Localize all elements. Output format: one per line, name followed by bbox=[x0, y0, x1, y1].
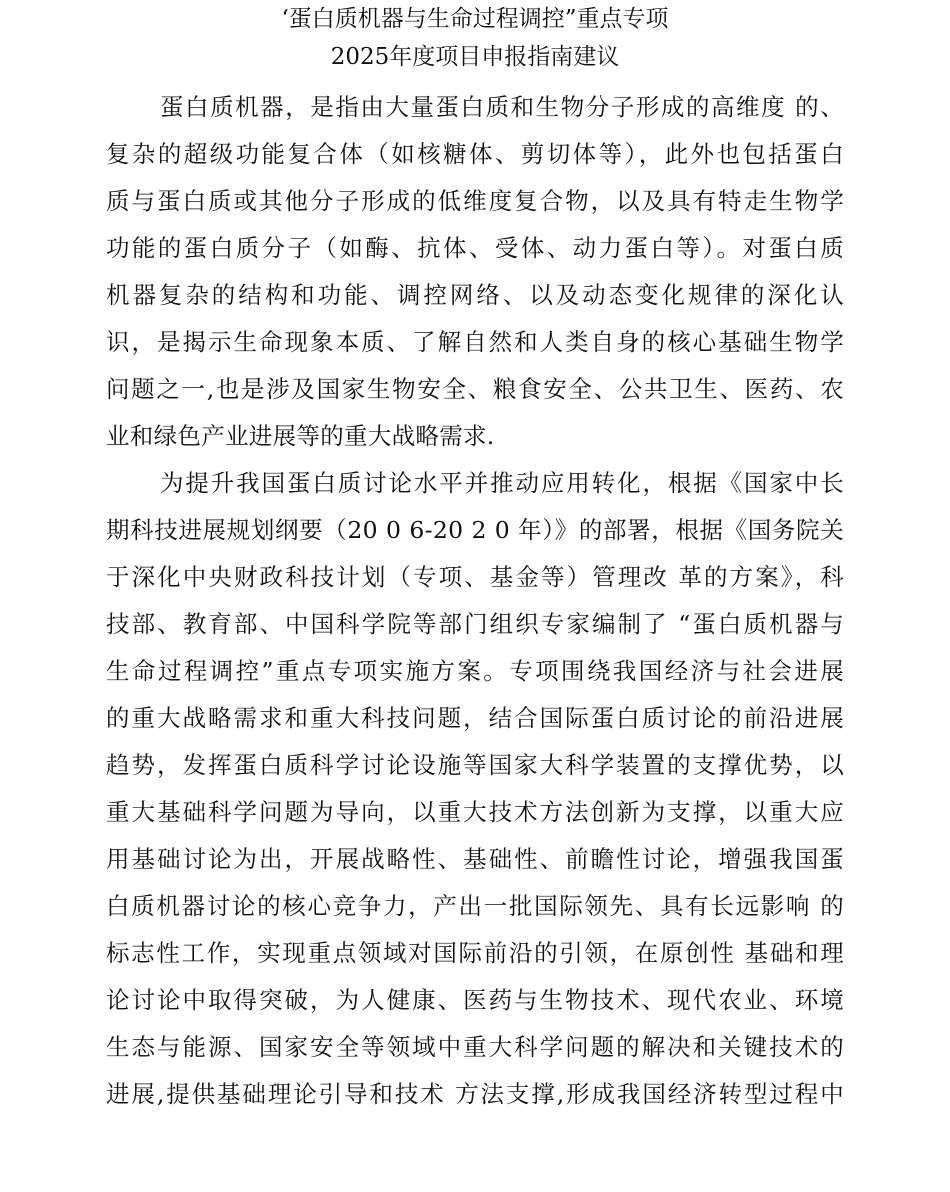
document-title: ‘蛋白质机器与生命过程调控”重点专项 bbox=[281, 6, 669, 32]
text-line: 复杂的超级功能复合体（如核糖体、剪切体等），此外也包括蛋白 bbox=[106, 140, 844, 168]
document-page bbox=[106, 0, 844, 1118]
paragraph-2 bbox=[106, 460, 844, 1118]
text-line: 机器复杂的结构和功能、调控网络、以及动态变化规律的深化认 bbox=[106, 281, 844, 309]
text-line: 期科技进展规划纲要（20 0 6-20 2 0 年）》的部署，根据《国务院关 bbox=[106, 516, 844, 544]
text-line: 蛋白质机器，是指由大量蛋白质和生物分子形成的高维度 的、 bbox=[160, 93, 844, 121]
text-line: 白质机器讨论的核心竞争力，产出一批国际领先、具有长远影响 的 bbox=[106, 892, 844, 920]
text-line: 生态与能源、国家安全等领域中重大科学问题的解决和关键技术的 bbox=[106, 1033, 844, 1061]
text-line: 于深化中央财政科技计划（专项、基金等）管理改 革的方案》，科 bbox=[106, 563, 844, 591]
text-line: 问题之一,也是涉及国家生物安全、粮食安全、公共卫生、医药、农 bbox=[106, 375, 844, 403]
text-line: 重大基础科学问题为导向，以重大技术方法创新为支撑，以重大应 bbox=[106, 798, 844, 826]
text-line: 标志性工作，实现重点领域对国际前沿的引领，在原创性 基础和理 bbox=[106, 939, 844, 967]
text-line: 生命过程调控”重点专项实施方案。专项围绕我国经济与社会进展 bbox=[106, 657, 844, 685]
text-line: 技部、教育部、中国科学院等部门组织专家编制了 “蛋白质机器与 bbox=[106, 610, 844, 638]
text-line: 进展,提供基础理论引导和技术 方法支撑,形成我国经济转型过程中 bbox=[106, 1080, 844, 1108]
text-line: 为提升我国蛋白质讨论水平并推动应用转化，根据《国家中长 bbox=[160, 469, 844, 497]
paragraph-1 bbox=[106, 84, 844, 460]
text-line: 功能的蛋白质分子（如酶、抗体、受体、动力蛋白等）。对蛋白质 bbox=[106, 234, 844, 262]
text-line: 趋势，发挥蛋白质科学讨论设施等国家大科学装置的支撑优势，以 bbox=[106, 751, 844, 779]
text-line: 论讨论中取得突破，为人健康、医药与生物技术、现代农业、环境 bbox=[106, 986, 844, 1014]
text-line: 的重大战略需求和重大科技问题，结合国际蛋白质讨论的前沿进展 bbox=[106, 704, 844, 732]
text-line: 业和绿色产业进展等的重大战略需求. bbox=[106, 422, 495, 450]
document-subtitle: 2025年度项目申报指南建议 bbox=[330, 44, 620, 70]
text-line: 用基础讨论为出，开展战略性、基础性、前瞻性讨论，增强我国蛋 bbox=[106, 845, 844, 873]
text-line: 识，是揭示生命现象本质、了解自然和人类自身的核心基础生物学 bbox=[106, 328, 844, 356]
text-line: 质与蛋白质或其他分子形成的低维度复合物，以及具有特走生物学 bbox=[106, 187, 844, 215]
